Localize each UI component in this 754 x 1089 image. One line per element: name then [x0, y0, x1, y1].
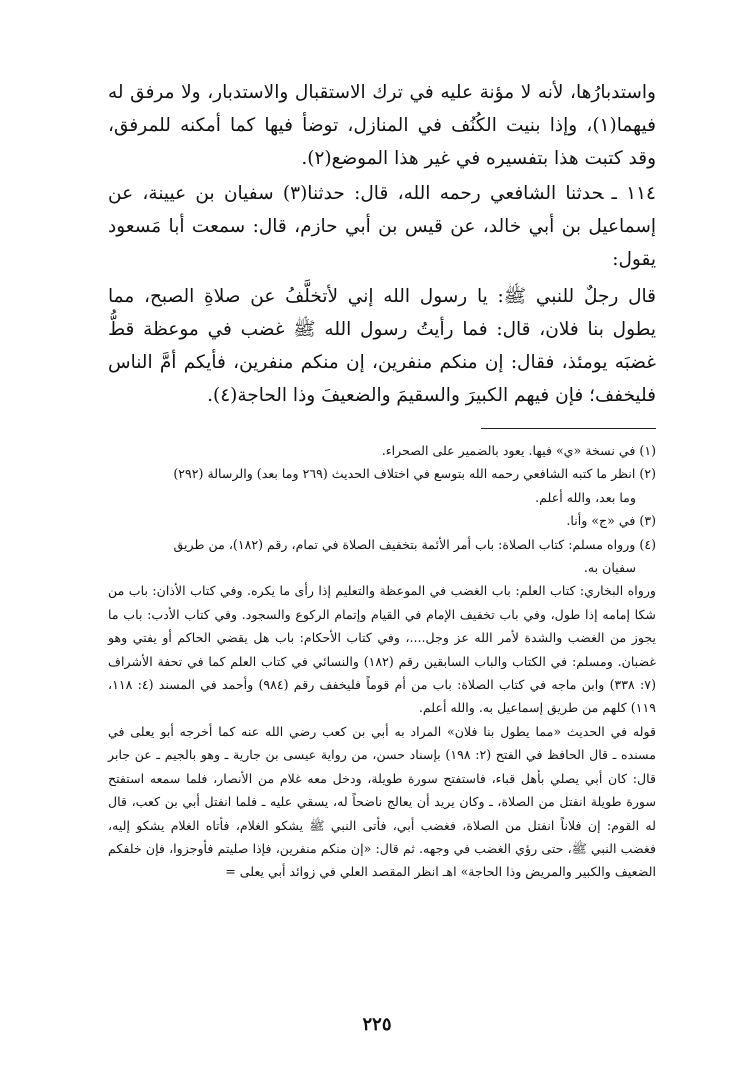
footnote-3: (٣) في «ج» وأنا. — [566, 513, 656, 529]
footnote-4-continued: سفيان به. — [583, 560, 636, 576]
footnote-4-bukhari: ورواه البخاري: كتاب العلم: باب الغضب في الموعظة والتعليم إذا رأى ما يكره. وفي كتاب الأذان: باب من شكا إمامه إذا طول، وفي باب تخفيف الإمام في القيام وإتمام الركوع والسجود. وفي كتاب الأدب: باب ما يجوز من الغضب والشدة لأمر الله عز وجل....، وفي كتاب الأحكام: باب هل يقضي الحاكم أو يفتي وهو غضبان. ومسلم: في الكتاب والباب السابقين رقم (١٨٢) والنسائي في كتاب العلم كما في تحفة الأشراف (٧: ٣٣٨) وابن ماجه في كتاب الصلاة: باب من أم قوماً فليخفف رقم (٩٨٤) وأحمد في المسند (٤: ١١٨، ١١٩) كلهم من طريق إسماعيل به. والله أعلم. — [108, 583, 656, 716]
footnotes — [108, 439, 656, 884]
footnote-4: (٤) ورواه مسلم: كتاب الصلاة: باب أمر الأئمة بتخفيف الصلاة في تمام، رقم (١٨٢)، من طريق — [173, 536, 656, 552]
hadith-number: ١١٤ ـ — [611, 183, 656, 204]
hadith-isnad: حدثنا الشافعي رحمه الله، قال: حدثنا(٣) سفيان بن عيينة، عن إسماعيل بن أبي خالد، عن قيس بن أبي حازم، قال: سمعت أبا مَسعود يقول: — [108, 183, 656, 270]
hadith-114 — [108, 177, 656, 276]
footnote-2-continued: وما بعد، والله أعلم. — [535, 489, 636, 505]
footnote-1: (١) في نسخة «ي» فيها. يعود بالضمير على الصحراء. — [381, 443, 656, 458]
footnote-divider — [481, 428, 656, 429]
page-body — [108, 76, 656, 884]
opening-paragraph: واستدبارُها، لأنه لا مؤنة عليه في ترك الاستقبال والاستدبار، ولا مرفق له فيهما(١)، وإذا بنيت الكُنُف في المنازل، توضأ فيها كما أمكنه للمرفق، وقد كتبت هذا بتفسيره في غير هذا الموضع(٢). — [108, 82, 656, 169]
footnote-4-commentary: قوله في الحديث «مما يطول بنا فلان» المراد به أبي بن كعب رضي الله عنه كما أخرجه أبو يعلى في مسنده ـ قال الحافظ في الفتح (٢: ١٩٨) بإسناد حسن، من رواية عيسى بن جارية ـ وهو بالجيم ـ عن جابر قال: كان أبي يصلي بأهل قباء، فاستفتح سورة طويلة، ودخل معه غلام من الأنصار، فلما سمعه استفتح سورة طويلة انفتل من الصلاة، ـ وكان يريد أن يعالج ناضحاً له، يسقي عليه ـ فلما انفتل أبي بن كعب، قال له القوم: إن فلاناً انفتل من الصلاة، فغضب أبي، فأتى النبي ﷺ يشكو الغلام، فأتاه الغلام يشكو إليه، فغضب النبي ﷺ، حتى رؤي الغضب في وجهه. ثم قال: «إن منكم منفرين، فإذا صليتم فأوجزوا، فإن خلفكم الضعيف والكبير والمريض وذا الحاجة» اهـ انظر المقصد العلي في زوائد أبي يعلى = — [108, 723, 656, 880]
main-text — [108, 76, 656, 412]
hadith-matn: قال رجلٌ للنبي ﷺ: يا رسول الله إني لأتخلَّفُ عن صلاةِ الصبح، مما يطول بنا فلان، قال: فما رأيتُ رسول الله ﷺ غضب في موعظة قطُّ غضبَه يومئذ، فقال: إن منكم منفرين، إن منكم منفرين، فأيكم أمَّ الناس فليخفف؛ فإن فيهم الكبيرَ والسقيمَ والضعيفَ وذا الحاجة(٤). — [108, 286, 656, 406]
page-number: ٢٢٥ — [362, 1014, 392, 1035]
footnote-2: (٢) انظر ما كتبه الشافعي رحمه الله بتوسع في اختلاف الحديث (٢٦٩ وما بعد) والرسالة (٢٩٢) — [173, 466, 656, 482]
